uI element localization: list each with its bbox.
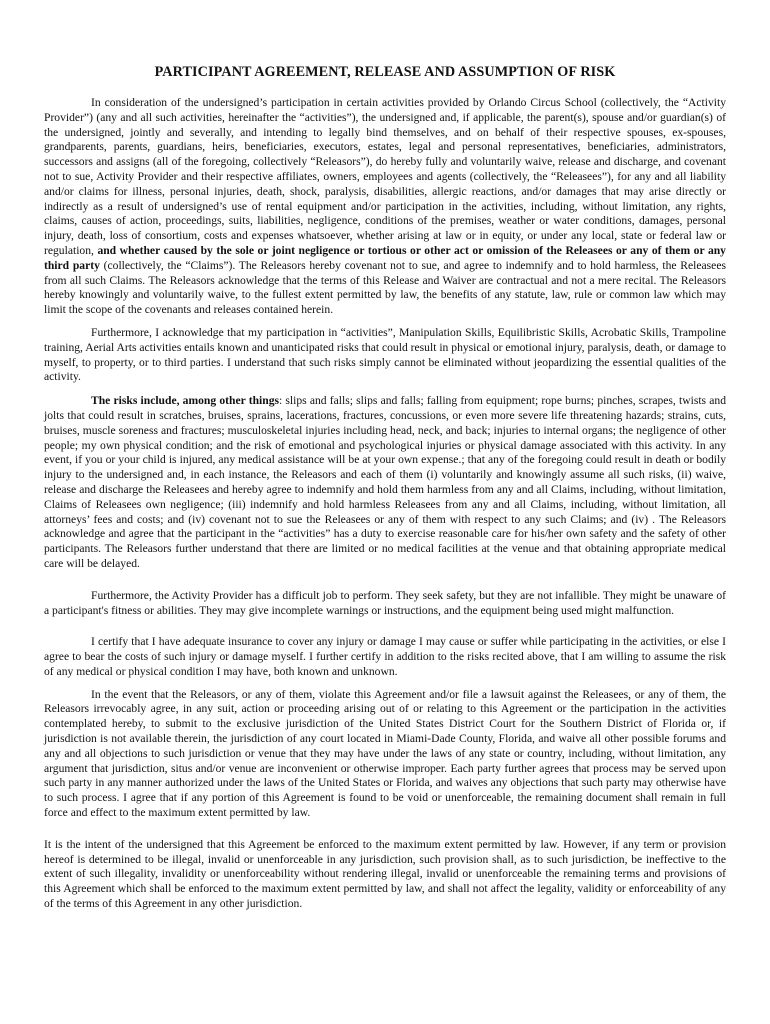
paragraph-insurance: I certify that I have adequate insurance to cover any injury or damage I may cause or suffer while participating in the activities, or else I agree to bear the costs of such injury or damage myself. I further certify in addition to the risks recited above, that I am willing to assume the risk of any medical or physical condition I may have, both known and unknown. — [44, 635, 726, 678]
paragraph-severability: It is the intent of the undersigned that this Agreement be enforced to the maximum extent permitted by law. However, if any term or provision hereof is determined to be illegal, invalid or unenforceable in any jurisdiction, such provision shall, as to such jurisdiction, be ineffective to the extent of such illegality, invalidity or unenforceability without rendering illegal, invalid or unenforceable the remaining terms and provisions of this Agreement which shall be enforced to the maximum extent permitted by law, and shall not affect the legality, validity or enforceability of any of the terms of this Agreement in any other jurisdiction. — [44, 837, 726, 911]
paragraph-provider: Furthermore, the Activity Provider has a difficult job to perform. They seek safety, but they are not infallible. They might be unaware of a participant's fitness or abilities. They may give incomplete warnings or instructions, and the equipment being used might malfunction. — [44, 588, 726, 617]
paragraph-acknowledgement: Furthermore, I acknowledge that my participation in “activities”, Manipulation Skills, Equilibristic Skills, Acrobatic Skills, Trampoline training, Aerial Arts activities entails known and unanticipated risks that could result in physical or emotional injury, paralysis, death, or damage to myself, to property, or to third parties. I understand that such risks simply cannot be eliminated without jeopardizing the essential qualities of the activity. — [44, 325, 726, 384]
risks-heading: The risks include, among other things — [91, 394, 280, 408]
consideration-text-continued: (collectively, the “Claims”). The Releasors hereby covenant not to sue, and agree to indemnify and to hold harmless, the Releasees from all such Claims. The Releasors acknowledge that the terms of this Release and Waiver are contractual and not a mere recital. The Releasors hereby knowingly and voluntarily waive, to the fullest extent permitted by law, the benefits of any statute, law, rule or common law which may limit the scope of the covenants and releases contained herein. — [44, 258, 726, 317]
risks-text: : slips and falls; slips and falls; falling from equipment; rope burns; pinches, scrapes, twists and jolts that could result in scratches, bruises, sprains, lacerations, fractures, concussions, or even more severe life threatening hazards; strains, cuts, bruises, muscle soreness and fractures; musculoskeletal injuries including head, neck, and back; injuries to internal organs; the negligence of other people; my own physical condition; and the risk of emotional and psychological injuries or physical damage associated with this activity. In any event, if you or your child is injured, any medical assistance will be at your own expense.; that any of the foregoing could result in death or bodily injury to the undersigned and, in each instance, the Releasors and each of them (i) voluntarily and knowingly assume all such risks, (ii) waive, release and discharge the Releasees and hereby agree to indemnify and hold them harmless from any and all Claims, including, without limitation, Claims of Releasees own negligence; (iii) indemnify and hold harmless Releasees from any and all Claims, including, without limitation, all attorneys’ fees and costs; and (iv) covenant not to sue the Releasees or any of them with respect to any such Claims; and (iv) . The Releasors acknowledge and agree that the participant in the “activities” has a duty to exercise reasonable care for his/her own safety and the safety of other participants. The Releasors further understand that there are limited or no medical facilities at the venue and that obtaining appropriate medical care will be delayed. — [44, 394, 726, 570]
paragraph-consideration — [44, 96, 726, 318]
negligence-clause: and whether caused by the sole or joint negligence or tortious or other act or omission of the Releasees or any of them or any third party — [44, 243, 726, 272]
paragraph-jurisdiction: In the event that the Releasors, or any of them, violate this Agreement and/or file a lawsuit against the Releasees, or any of them, the Releasors irrevocably agree, in any suit, action or proceeding arising out of or relating to this Agreement or the participation in the activities contemplated hereby, to submit to the exclusive jurisdiction of the United States District Court for the Southern District of Florida or, if jurisdiction is not available therein, the jurisdiction of any court located in Miami-Dade County, Florida, and waive all other possible forums and any and all objections to such jurisdiction or venue that they may have under the laws of any state or country, including, without limitation, any argument that jurisdiction, situs and/or venue are inconvenient or otherwise improper. Each party further agrees that process may be served upon such party in any manner authorized under the laws of the United States or Florida, and waives any objections that such party may otherwise have to such process. I agree that if any portion of this Agreement is found to be void or unenforceable, the remaining document shall remain in full force and effect to the maximum extent permitted by law. — [44, 687, 726, 820]
paragraph-risks — [44, 394, 726, 572]
document-title: PARTICIPANT AGREEMENT, RELEASE AND ASSUMPTION OF RISK — [154, 64, 616, 80]
consideration-text: In consideration of the undersigned’s participation in certain activities provided by Orlando Circus School (collectively, the “Activity Provider”) (any and all such activities, hereinafter the “activities”), the undersigned and, if applicable, the parent(s), spouse and/or guardian(s) of the undersigned, jointly and severally, and intending to legally bind themselves, and on behalf of their respective spouses, ex-spouses, grandparents, parents, guardians, heirs, beneficiaries, executors, estates, legal and personal representatives, beneficiaries, administrators, successors and assigns (all of the foregoing, collectively “Releasors”), do hereby fully and voluntarily waive, release and discharge, and covenant not to sue, Activity Provider and their respective affiliates, owners, employees and agents (collectively, the “Releasees”), for any and all liability and/or claims for illness, personal injuries, death, shock, paralysis, disabilities, allergic reactions, and/or damages that may arise directly or indirectly as a result of undersigned’s use of rental equipment and/or participation in the activities, including, without limitation, any rights, claims, causes of action, proceedings, suits, liabilities, negligence, conditions of the premises, weather or water conditions, damages, personal injury, death, loss of consortium, costs and expenses whatsoever, whether arising at law or in equity, or under any local, state or federal law or regulation, — [44, 96, 726, 257]
